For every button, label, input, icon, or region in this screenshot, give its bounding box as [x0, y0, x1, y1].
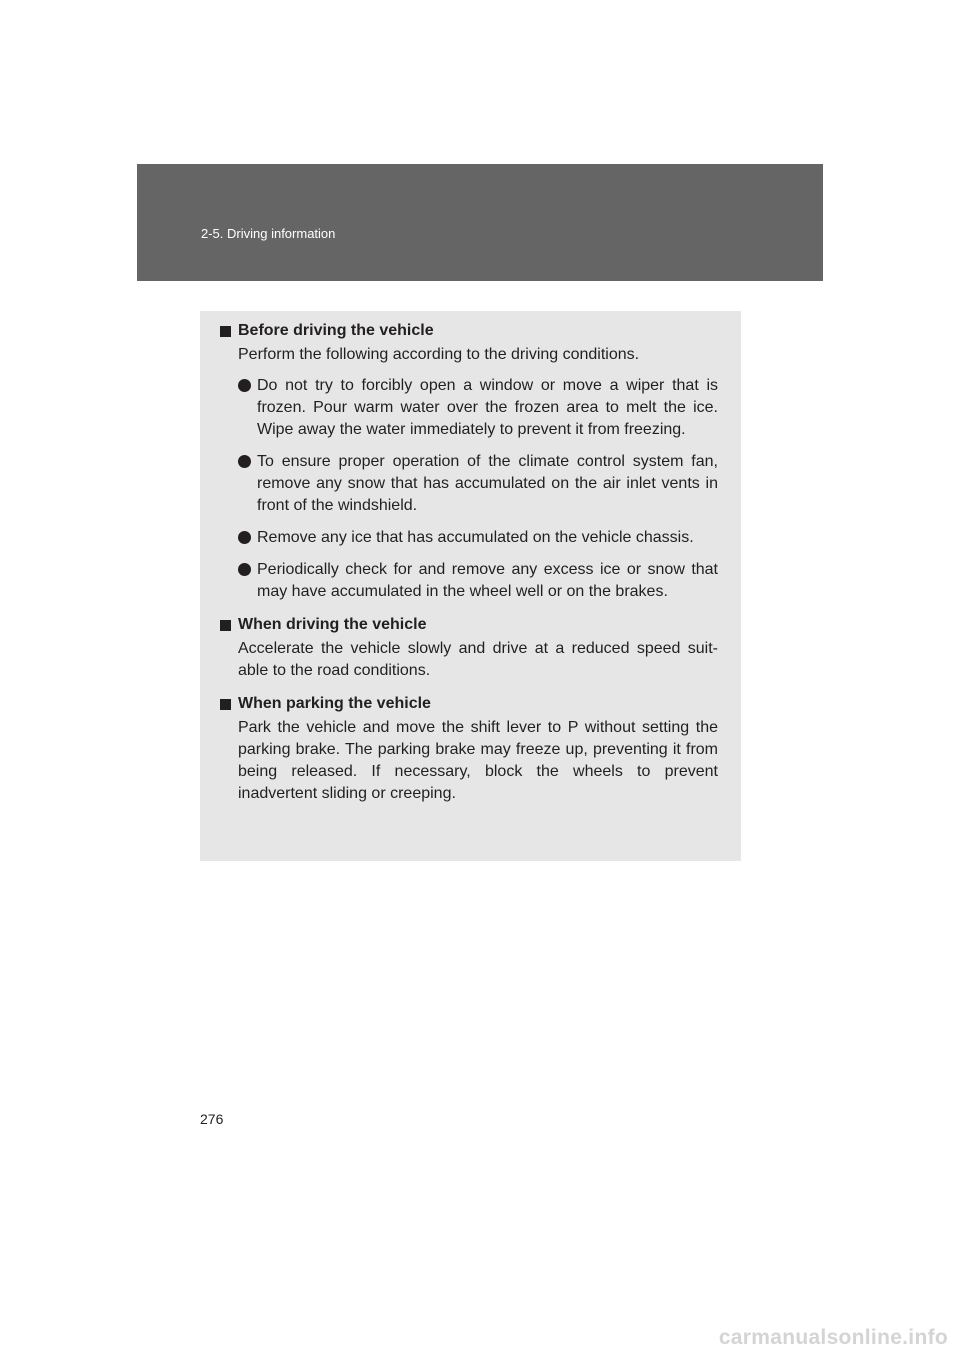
circle-bullet-icon: [238, 379, 251, 392]
section-body: Park the vehicle and move the shift lever to P without setting the parking brake. The parking brake may freeze up, preventing it from being released. If necessary, block the wheels to prevent inadvertent sliding or creeping.: [238, 719, 718, 802]
section-heading: When driving the vehicle: [238, 616, 427, 633]
section-before-driving: [220, 320, 718, 603]
section-intro: Perform the following according to the driving conditions.: [238, 346, 640, 363]
list-item: [238, 527, 718, 549]
circle-bullet-icon: [238, 455, 251, 468]
section-body: Accelerate the vehicle slowly and drive at a reduced speed suit-able to the road conditions.: [238, 640, 718, 679]
header-band: [137, 164, 823, 281]
section-label: 2-5. Driving information: [201, 226, 336, 241]
info-box: [200, 311, 741, 861]
square-bullet-icon: [220, 326, 231, 337]
section-when-parking: [220, 693, 718, 805]
circle-bullet-icon: [238, 563, 251, 576]
page-number: 276: [200, 1111, 224, 1127]
list-item-text: To ensure proper operation of the climate control system fan, remove any snow that has accumulated on the air inlet vents in front of the windshield.: [257, 453, 718, 514]
list-item-text: Do not try to forcibly open a window or move a wiper that is frozen. Pour warm water over the frozen area to melt the ice. Wipe away the water immediately to prevent it from freezing.: [257, 377, 718, 438]
bullet-list: [220, 375, 718, 603]
square-bullet-icon: [220, 699, 231, 710]
watermark: carmanualsonline.info: [718, 1326, 948, 1349]
list-item: [238, 559, 718, 603]
circle-bullet-icon: [238, 531, 251, 544]
list-item: [238, 375, 718, 441]
list-item-text: Periodically check for and remove any excess ice or snow that may have accumulated in the wheel well or on the brakes.: [257, 561, 718, 600]
square-bullet-icon: [220, 620, 231, 631]
section-heading: Before driving the vehicle: [238, 322, 434, 339]
section-heading: When parking the vehicle: [238, 695, 431, 712]
section-when-driving: [220, 614, 718, 682]
list-item: [238, 451, 718, 517]
list-item-text: Remove any ice that has accumulated on the vehicle chassis.: [257, 529, 694, 546]
